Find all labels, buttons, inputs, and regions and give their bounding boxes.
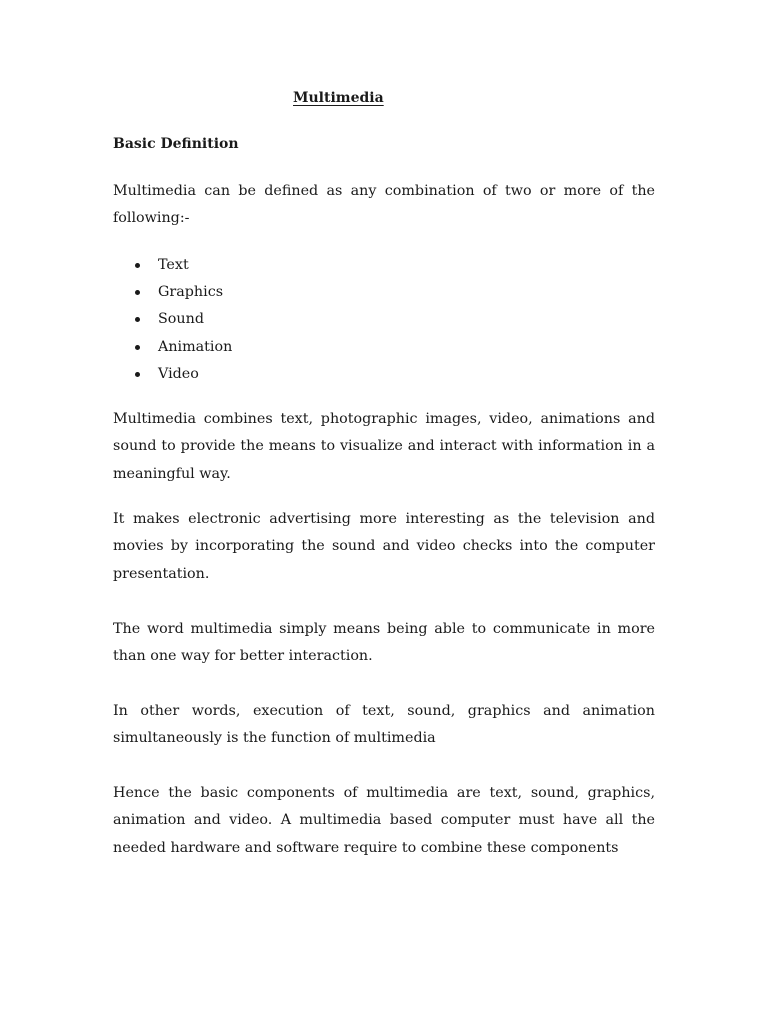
paragraph-4: In other words, execution of text, sound, graphics and animation simultaneously is the function of multimedia [113,703,655,747]
components-list [113,252,232,388]
bullet-icon [135,345,140,350]
list-item-label: Text [158,257,189,273]
paragraph-5: Hence the basic components of multimedia are text, sound, graphics, animation and video. A multimedia based computer must have all the needed hardware and software require to combine these components [113,785,655,856]
list-item [113,306,232,333]
paragraph-1: Multimedia combines text, photographic images, video, animations and sound to provide the means to visualize and interact with information in a meaningful way. [113,411,655,482]
list-item [113,334,232,361]
intro-paragraph: Multimedia can be defined as any combination of two or more of the following:- [113,183,655,227]
list-item [113,279,232,306]
list-item [113,252,232,279]
list-item-label: Sound [158,311,204,328]
list-item-label: Animation [158,338,233,355]
document-title: Multimedia [293,90,384,106]
bullet-icon [135,372,140,377]
bullet-icon [135,317,140,322]
list-item-label: Video [158,365,199,382]
list-item [113,361,232,388]
bullet-icon [135,263,140,268]
paragraph-2: It makes electronic advertising more interesting as the television and movies by incorporating the sound and video checks into the computer presentation. [113,511,655,582]
section-heading: Basic Definition [113,136,239,152]
paragraph-3: The word multimedia simply means being able to communicate in more than one way for better interaction. [113,621,655,665]
bullet-icon [135,290,140,295]
list-item-label: Graphics [158,284,224,301]
document-page [113,0,655,1024]
